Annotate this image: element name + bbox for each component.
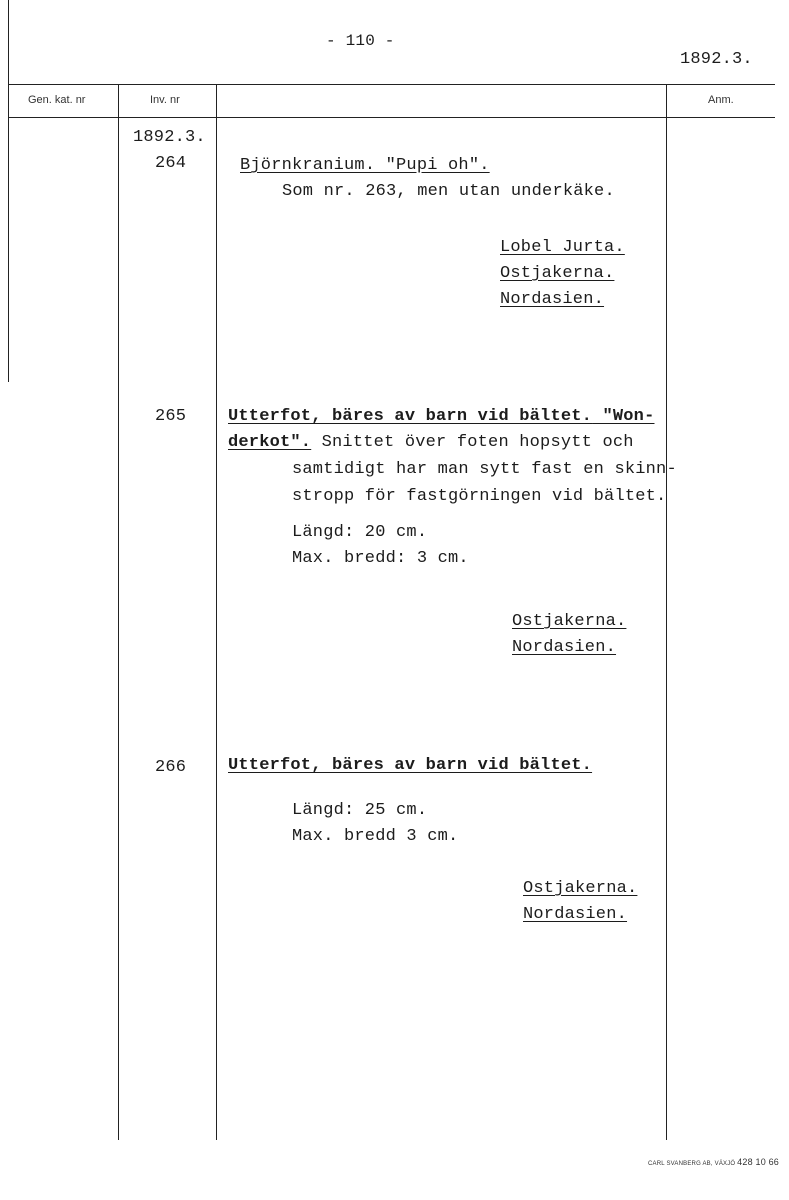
- entry-266-title: Utterfot, bäres av barn vid bältet.: [228, 756, 593, 775]
- inv-number-266: 266: [155, 758, 187, 777]
- header-bottom-rule: [8, 117, 775, 118]
- group-label: 1892.3.: [133, 128, 206, 147]
- entry-265-description-line-2: stropp för fastgörningen vid bältet.: [292, 487, 667, 506]
- column-rule-gen-inv: [118, 84, 119, 1140]
- page-number: - 110 -: [326, 32, 395, 50]
- entry-264-description: Som nr. 263, men utan underkäke.: [282, 182, 615, 201]
- column-header-gen-kat-nr: Gen. kat. nr: [28, 94, 86, 106]
- entry-265-length: Längd: 20 cm.: [292, 523, 428, 542]
- entry-264-origin-people: Ostjakerna.: [500, 264, 615, 283]
- column-header-anm: Anm.: [708, 94, 734, 106]
- entry-265-origin-people: Ostjakerna.: [512, 612, 627, 631]
- entry-265-title-line: [228, 407, 654, 426]
- entry-265-title-continued: "Won-: [592, 407, 655, 426]
- column-rule-inv-text: [216, 84, 217, 1140]
- column-header-inv-nr: Inv. nr: [150, 94, 180, 106]
- left-margin-rule: [8, 0, 9, 382]
- entry-265-title-end: derkot".: [228, 433, 312, 452]
- form-number: 428 10 66: [737, 1157, 780, 1167]
- entry-265-origin-region: Nordasien.: [512, 638, 617, 657]
- header-top-rule: [8, 84, 775, 85]
- entry-266-max-width: Max. bredd 3 cm.: [292, 827, 459, 846]
- entry-266-origin-people: Ostjakerna.: [523, 879, 638, 898]
- entry-266-length: Längd: 25 cm.: [292, 801, 428, 820]
- inv-number-265: 265: [155, 407, 187, 426]
- column-rule-text-anm: [666, 84, 667, 1140]
- entry-265-title: Utterfot, bäres av barn vid bältet.: [228, 407, 593, 426]
- entry-264-origin-region: Nordasien.: [500, 290, 605, 309]
- entry-265-max-width: Max. bredd: 3 cm.: [292, 549, 469, 568]
- inv-number-264: 264: [155, 154, 187, 173]
- entry-264-origin-place: Lobel Jurta.: [500, 238, 625, 257]
- entry-265-description-start: Snittet över foten hopsytt och: [311, 433, 634, 452]
- entry-264-title: Björnkranium. "Pupi oh".: [240, 156, 490, 175]
- printer-footer: [648, 1157, 779, 1167]
- entry-265-second-line: [228, 433, 634, 452]
- entry-265-description-line-1: samtidigt har man sytt fast en skinn-: [292, 460, 677, 479]
- printer-name: CARL SVANBERG AB, VÄXJÖ: [648, 1161, 736, 1167]
- entry-266-origin-region: Nordasien.: [523, 905, 628, 924]
- top-right-reference: 1892.3.: [680, 50, 753, 69]
